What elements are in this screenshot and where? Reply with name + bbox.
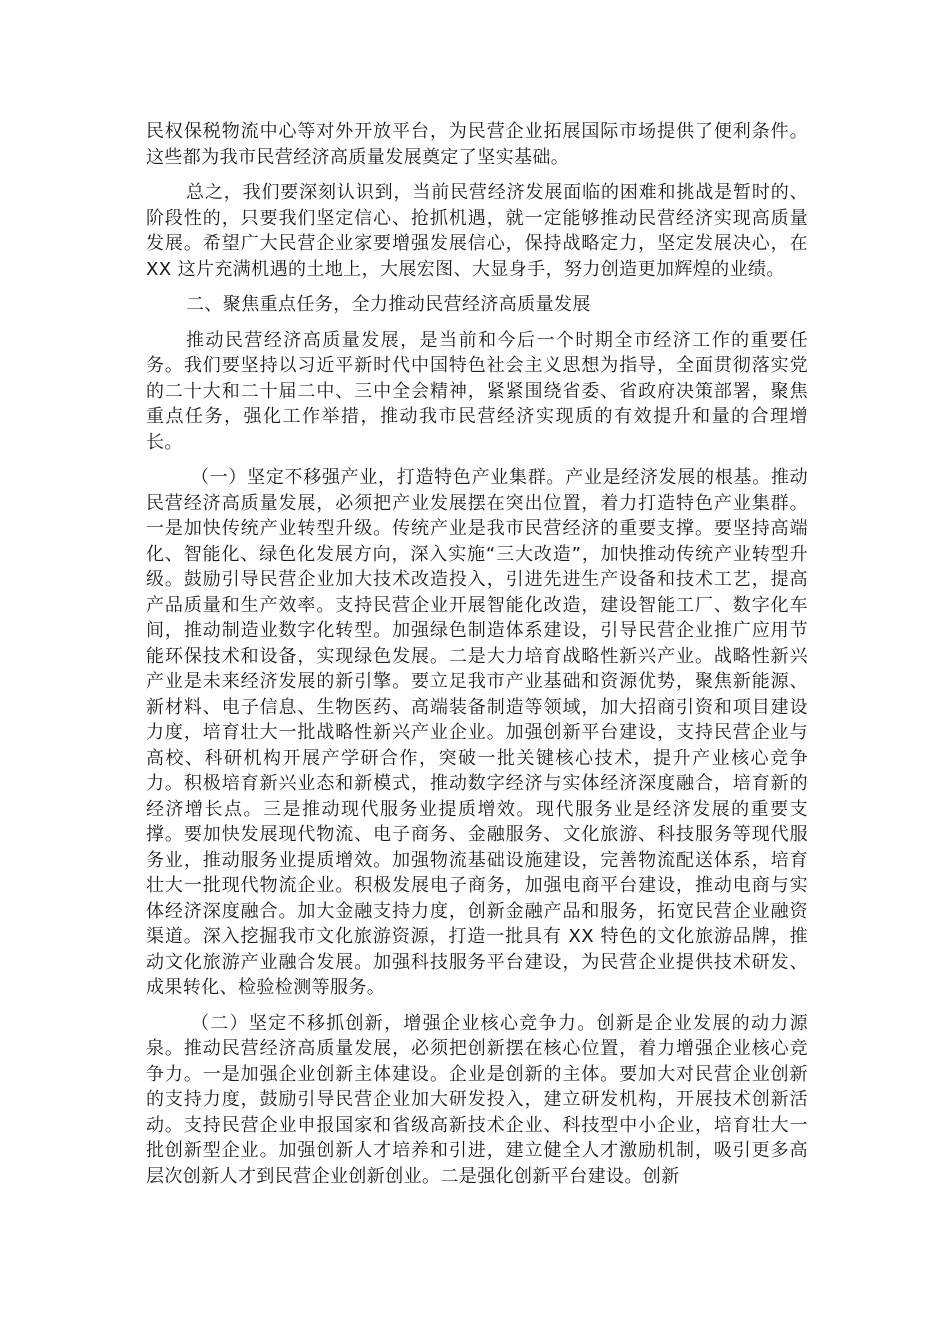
paragraph-intro: 推动民营经济高质量发展，是当前和今后一个时期全市经济工作的重要任务。我们要坚持以习近平新时代中国特色社会主义思想为指导，全面贯彻落实党的二十大和二十届二中、三中全会精神，紧紧围绕省委、省政府决策部署，聚焦重点任务，强化工作举措，推动我市民营经济实现质的有效提升和量的合理增长。 (146, 329, 808, 453)
paragraph-innovation: （二）坚定不移抓创新，增强企业核心竞争力。创新是企业发展的动力源泉。推动民营经济高质量发展，必须把创新摆在核心位置，着力增强企业核心竞争力。一是加强企业创新主体建设。企业是创新的主体。要加大对民营企业创新的支持力度，鼓励引导民营企业加大研发投入，建立研发机构，开展技术创新活动。支持民营企业申报国家和省级高新技术企业、科技型中小企业，培育壮大一批创新型企业。加强创新人才培养和引进，建立健全人才激励机制，吸引更多高层次创新人才到民营企业创新创业。二是强化创新平台建设。创新 (146, 1012, 808, 1187)
paragraph-industry: （一）坚定不移强产业，打造特色产业集群。产业是经济发展的根基。推动民营经济高质量发展，必须把产业发展摆在突出位置，着力打造特色产业集群。一是加快传统产业转型升级。传统产业是我市民营经济的重要支撑。要坚持高端化、智能化、绿色化发展方向，深入实施“三大改造”，加快推动传统产业转型升级。鼓励引导民营企业加大技术改造投入，引进先进生产设备和技术工艺，提高产品质量和生产效率。支持民营企业开展智能化改造，建设智能工厂、数字化车间，推动制造业数字化转型。加强绿色制造体系建设，引导民营企业推广应用节能环保技术和设备，实现绿色发展。二是大力培育战略性新兴产业。战略性新兴产业是未来经济发展的新引擎。要立足我市产业基础和资源优势，聚焦新能源、新材料、电子信息、生物医药、高端装备制造等领域，加大招商引资和项目建设力度，培育壮大一批战略性新兴产业企业。加强创新平台建设，支持民营企业与高校、科研机构开展产学研合作，突破一批关键核心技术，提升产业核心竞争力。积极培育新兴业态和新模式，推动数字经济与实体经济深度融合，培育新的经济增长点。三是推动现代服务业提质增效。现代服务业是经济发展的重要支撑。要加快发展现代物流、电子商务、金融服务、文化旅游、科技服务等现代服务业，推动服务业提质增效。加强物流基础设施建设，完善物流配送体系，培育壮大一批现代物流企业。积极发展电子商务，加强电商平台建设，推动电商与实体经济深度融合。加大金融支持力度，创新金融产品和服务，拓宽民营企业融资渠道。深入挖掘我市文化旅游资源，打造一批具有 XX 特色的文化旅游品牌，推动文化旅游产业融合发展。加强科技服务平台建设，为民营企业提供技术研发、成果转化、检验检测等服务。 (146, 467, 808, 998)
document-body (146, 119, 808, 1199)
paragraph-summary: 总之，我们要深刻认识到，当前民营经济发展面临的困难和挑战是暂时的、阶段性的，只要我们坚定信心、抢抓机遇，就一定能够推动民营经济实现高质量发展。希望广大民营企业家要增强发展信心，保持战略定力，坚定发展决心，在 XX 这片充满机遇的土地上，大展宏图、大显身手，努力创造更加辉煌的业绩。 (146, 182, 808, 280)
paragraph-continuation: 民权保税物流中心等对外开放平台，为民营企业拓展国际市场提供了便利条件。这些都为我市民营经济高质量发展奠定了坚实基础。 (146, 121, 808, 168)
section-heading: 二、聚焦重点任务，全力推动民营经济高质量发展 (186, 294, 591, 315)
